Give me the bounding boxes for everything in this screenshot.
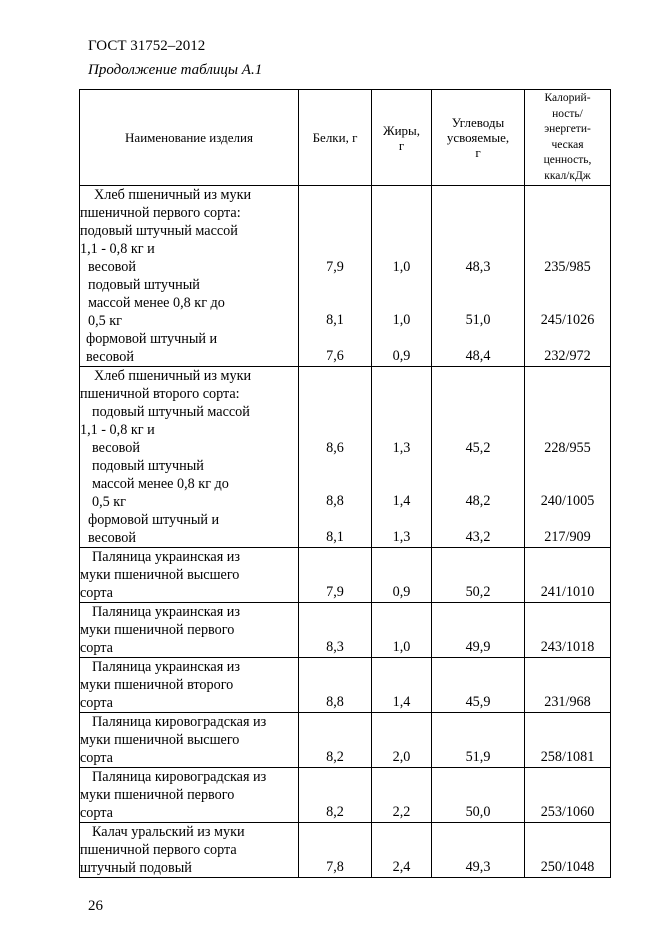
energy-cell: 231/968 (525, 658, 611, 713)
page-number: 26 (88, 898, 103, 914)
carbs-cell: 50,0 (432, 768, 525, 823)
energy-cell: 253/1060 (525, 768, 611, 823)
protein-cell: 8,6 8,8 8,1 (299, 367, 372, 548)
fat-cell: 1,0 (372, 603, 432, 658)
product-name-cell: Хлеб пшеничный из муки пшеничной первого сорта: подовый штучный массой 1,1 - 0,8 кг и весовой подовый штучный массой менее 0,8 кг до 0,5 кг формовой штучный и весовой (80, 186, 299, 367)
table-row (80, 823, 611, 878)
fat-cell: 1,4 (372, 658, 432, 713)
fat-cell: 0,9 (372, 548, 432, 603)
fat-cell: 2,0 (372, 713, 432, 768)
product-name-cell: Паляница кировоградская из муки пшеничной первого сорта (80, 768, 299, 823)
fat-cell: 2,4 (372, 823, 432, 878)
protein-cell: 8,2 (299, 713, 372, 768)
energy-cell: 228/955 240/1005 217/909 (525, 367, 611, 548)
standard-designation: ГОСТ 31752–2012 (88, 38, 206, 54)
table-header-row (80, 90, 611, 186)
carbs-cell: 45,2 48,2 43,2 (432, 367, 525, 548)
table-row (80, 603, 611, 658)
product-name-cell: Калач уральский из муки пшеничной первого сорта штучный подовый (80, 823, 299, 878)
table-continuation-caption: Продолжение таблицы А.1 (88, 62, 263, 78)
energy-cell: 250/1048 (525, 823, 611, 878)
energy-cell: 258/1081 (525, 713, 611, 768)
table-row (80, 713, 611, 768)
carbs-cell: 48,3 51,0 48,4 (432, 186, 525, 367)
table-row (80, 367, 611, 548)
product-name-cell: Паляница украинская из муки пшеничной высшего сорта (80, 548, 299, 603)
protein-cell: 7,9 8,1 7,6 (299, 186, 372, 367)
carbs-cell: 49,3 (432, 823, 525, 878)
energy-cell: 241/1010 (525, 548, 611, 603)
protein-cell: 8,3 (299, 603, 372, 658)
carbs-cell: 49,9 (432, 603, 525, 658)
carbs-cell: 45,9 (432, 658, 525, 713)
fat-cell: 2,2 (372, 768, 432, 823)
table-row (80, 768, 611, 823)
protein-cell: 7,8 (299, 823, 372, 878)
column-header-energy: Калорий- ность/ энергети- ческая ценность, ккал/кДж (525, 90, 611, 186)
column-header-carbs: Углеводы усвояемые, г (432, 90, 525, 186)
carbs-cell: 51,9 (432, 713, 525, 768)
protein-cell: 8,2 (299, 768, 372, 823)
product-name-cell: Хлеб пшеничный из муки пшеничной второго сорта: подовый штучный массой 1,1 - 0,8 кг и весовой подовый штучный массой менее 0,8 кг до 0,5 кг формовой штучный и весовой (80, 367, 299, 548)
fat-cell: 1,0 1,0 0,9 (372, 186, 432, 367)
column-header-protein: Белки, г (299, 90, 372, 186)
nutrition-table (79, 89, 611, 878)
energy-cell: 235/985 245/1026 232/972 (525, 186, 611, 367)
column-header-fat: Жиры, г (372, 90, 432, 186)
fat-cell: 1,3 1,4 1,3 (372, 367, 432, 548)
table-row (80, 658, 611, 713)
protein-cell: 8,8 (299, 658, 372, 713)
table-row (80, 186, 611, 367)
product-name-cell: Паляница украинская из муки пшеничной первого сорта (80, 603, 299, 658)
column-header-name: Наименование изделия (80, 90, 299, 186)
product-name-cell: Паляница кировоградская из муки пшеничной высшего сорта (80, 713, 299, 768)
energy-cell: 243/1018 (525, 603, 611, 658)
protein-cell: 7,9 (299, 548, 372, 603)
table-row (80, 548, 611, 603)
product-name-cell: Паляница украинская из муки пшеничной второго сорта (80, 658, 299, 713)
carbs-cell: 50,2 (432, 548, 525, 603)
